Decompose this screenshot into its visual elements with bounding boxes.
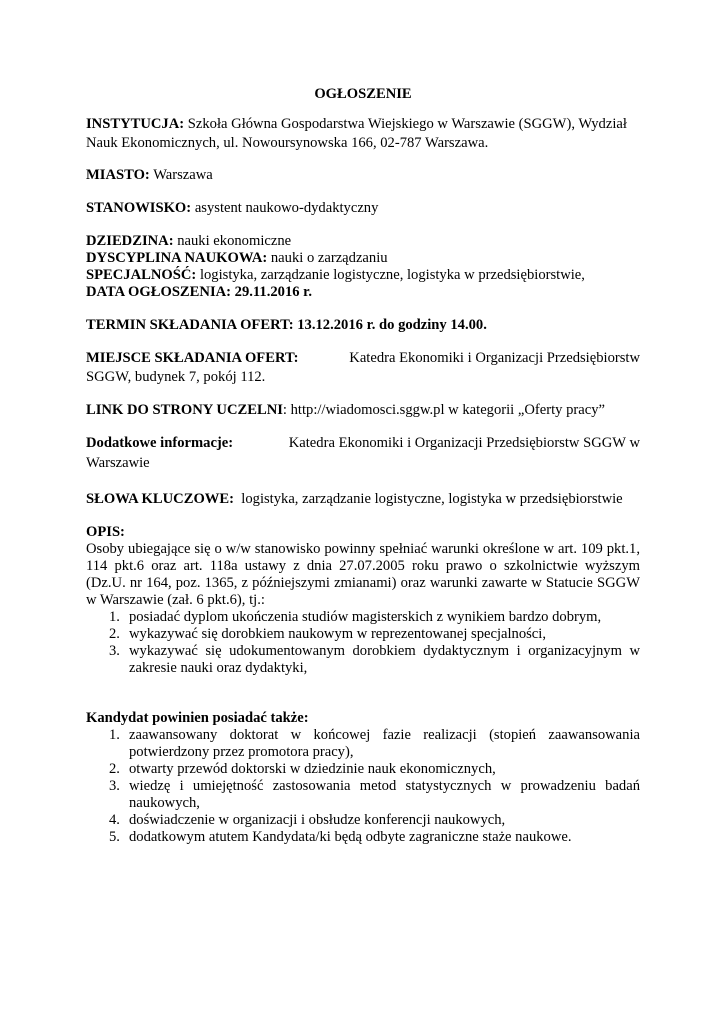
list-item-text: doświadczenie w organizacji i obsłudze konferencji naukowych, <box>129 812 506 828</box>
specialty-value: logistyka, zarządzanie logistyczne, logistyka w przedsiębiorstwie, <box>199 267 585 283</box>
list-item-text: potwierdzony przez promotora pracy), <box>129 744 354 760</box>
field-label: DZIEDZINA: <box>86 233 174 249</box>
list-item-text: wykazywać się udokumentowanym dorobkiem dydaktycznym i organizacyjnym w <box>129 643 640 659</box>
discipline-section <box>86 250 640 267</box>
specialty-section <box>86 267 640 284</box>
candidate-list <box>86 727 640 846</box>
extra-info-line-1 <box>86 435 640 452</box>
list-item <box>109 727 640 761</box>
field-value: nauki ekonomiczne <box>177 233 292 249</box>
institution-label: INSTYTUCJA: <box>86 116 185 132</box>
list-item-text: wykazywać się dorobkiem naukowym w reprezentowanej specjalności, <box>129 626 546 642</box>
list-item-number: 1. <box>109 609 120 625</box>
extra-info-line-2: Warszawie <box>86 455 150 471</box>
institution-value-1: Szkoła Główna Gospodarstwa Wiejskiego w Warszawie (SGGW), Wydział <box>187 116 627 132</box>
keywords-value: logistyka, zarządzanie logistyczne, logistyka w przedsiębiorstwie <box>241 491 623 507</box>
list-item-text: naukowych, <box>129 795 200 811</box>
list-item-text: wiedzę i umiejętność zastosowania metod statystycznych w prowadzeniu badań <box>129 778 640 794</box>
announcement-date: DATA OGŁOSZENIA: 29.11.2016 r. <box>86 284 312 300</box>
list-item <box>109 643 640 677</box>
submission-place-line-2: SGGW, budynek 7, pokój 112. <box>86 369 266 385</box>
description-line: w Warszawie (zał. 6 pkt.6), tj.: <box>86 592 265 608</box>
extra-info-value-1: Katedra Ekonomiki i Organizacji Przedsiębiorstw SGGW w <box>288 435 640 451</box>
list-item <box>109 829 640 846</box>
discipline-value: nauki o zarządzaniu <box>270 250 388 266</box>
submission-place-section <box>86 350 640 386</box>
list-item-text: zaawansowany doktorat w końcowej fazie realizacji (stopień zaawansowania <box>129 727 640 743</box>
position-section <box>86 200 640 217</box>
discipline-label: DYSCYPLINA NAUKOWA: <box>86 250 268 266</box>
keywords-label: SŁOWA KLUCZOWE: <box>86 491 234 507</box>
city-label: MIASTO: <box>86 167 150 183</box>
submission-deadline: TERMIN SKŁADANIA OFERT: 13.12.2016 r. do godziny 14.00. <box>86 317 487 333</box>
description-text <box>86 541 640 609</box>
specialty-label: SPECJALNOŚĆ: <box>86 267 197 283</box>
list-item-number: 5. <box>109 829 120 845</box>
list-item-number: 1. <box>109 727 120 743</box>
extra-info-section <box>86 435 640 472</box>
list-item <box>109 609 640 626</box>
list-item <box>109 626 640 643</box>
position-value: asystent naukowo-dydaktyczny <box>194 200 379 216</box>
list-item-text: zakresie nauki oraz dydaktyki, <box>129 660 308 676</box>
list-item <box>109 778 640 812</box>
description-label: OPIS: <box>86 524 125 540</box>
candidate-section <box>86 710 640 846</box>
institution-line-2: Nauk Ekonomicznych, ul. Nowoursynowska 166, 02-787 Warszawa. <box>86 135 489 151</box>
submission-place-label: MIEJSCE SKŁADANIA OFERT: <box>86 350 299 366</box>
city-value: Warszawa <box>153 167 213 183</box>
submission-place-line-1 <box>86 350 640 367</box>
institution-line-1 <box>86 116 640 133</box>
candidate-label: Kandydat powinien posiadać także: <box>86 710 309 726</box>
university-link-value: : http://wiadomosci.sggw.pl w kategorii „Oferty pracy” <box>282 402 605 418</box>
position-label: STANOWISKO: <box>86 200 192 216</box>
submission-place-value-1: Katedra Ekonomiki i Organizacji Przedsiębiorstw <box>349 350 640 366</box>
list-item-text: otwarty przewód doktorski w dziedzinie nauk ekonomicznych, <box>129 761 496 777</box>
document-title: OGŁOSZENIE <box>314 86 412 102</box>
list-item <box>109 761 640 778</box>
list-item-number: 3. <box>109 778 120 794</box>
list-item-number: 2. <box>109 761 120 777</box>
list-item-number: 2. <box>109 626 120 642</box>
document-page <box>86 86 640 846</box>
description-line: (Dz.U. nr 164, poz. 1365, z późniejszymi zmianami) oraz warunki zawarte w Statucie SGGW <box>86 575 640 591</box>
requirements-list <box>86 609 640 677</box>
university-link-section <box>86 402 640 419</box>
keywords-section <box>86 491 640 508</box>
description-section <box>86 524 640 677</box>
list-item-number: 3. <box>109 643 120 659</box>
list-item-text: posiadać dyplom ukończenia studiów magisterskich z wynikiem bardzo dobrym, <box>129 609 602 625</box>
list-item-number: 4. <box>109 812 120 828</box>
institution-section <box>86 116 640 152</box>
list-item <box>109 812 640 829</box>
city-section <box>86 167 640 184</box>
description-line: Osoby ubiegające się o w/w stanowisko powinny spełniać warunki określone w art. 109 pkt.1, <box>86 541 640 557</box>
extra-info-label: Dodatkowe informacje: <box>86 435 234 451</box>
field-section <box>86 233 640 250</box>
description-line: 114 pkt.6 oraz art. 118a ustawy z dnia 27.07.2005 roku prawo o szkolnictwie wyższym <box>86 558 640 574</box>
list-item-text: dodatkowym atutem Kandydata/ki będą odbyte zagraniczne staże naukowe. <box>129 829 572 845</box>
university-link-label: LINK DO STRONY UCZELNI <box>86 402 283 418</box>
